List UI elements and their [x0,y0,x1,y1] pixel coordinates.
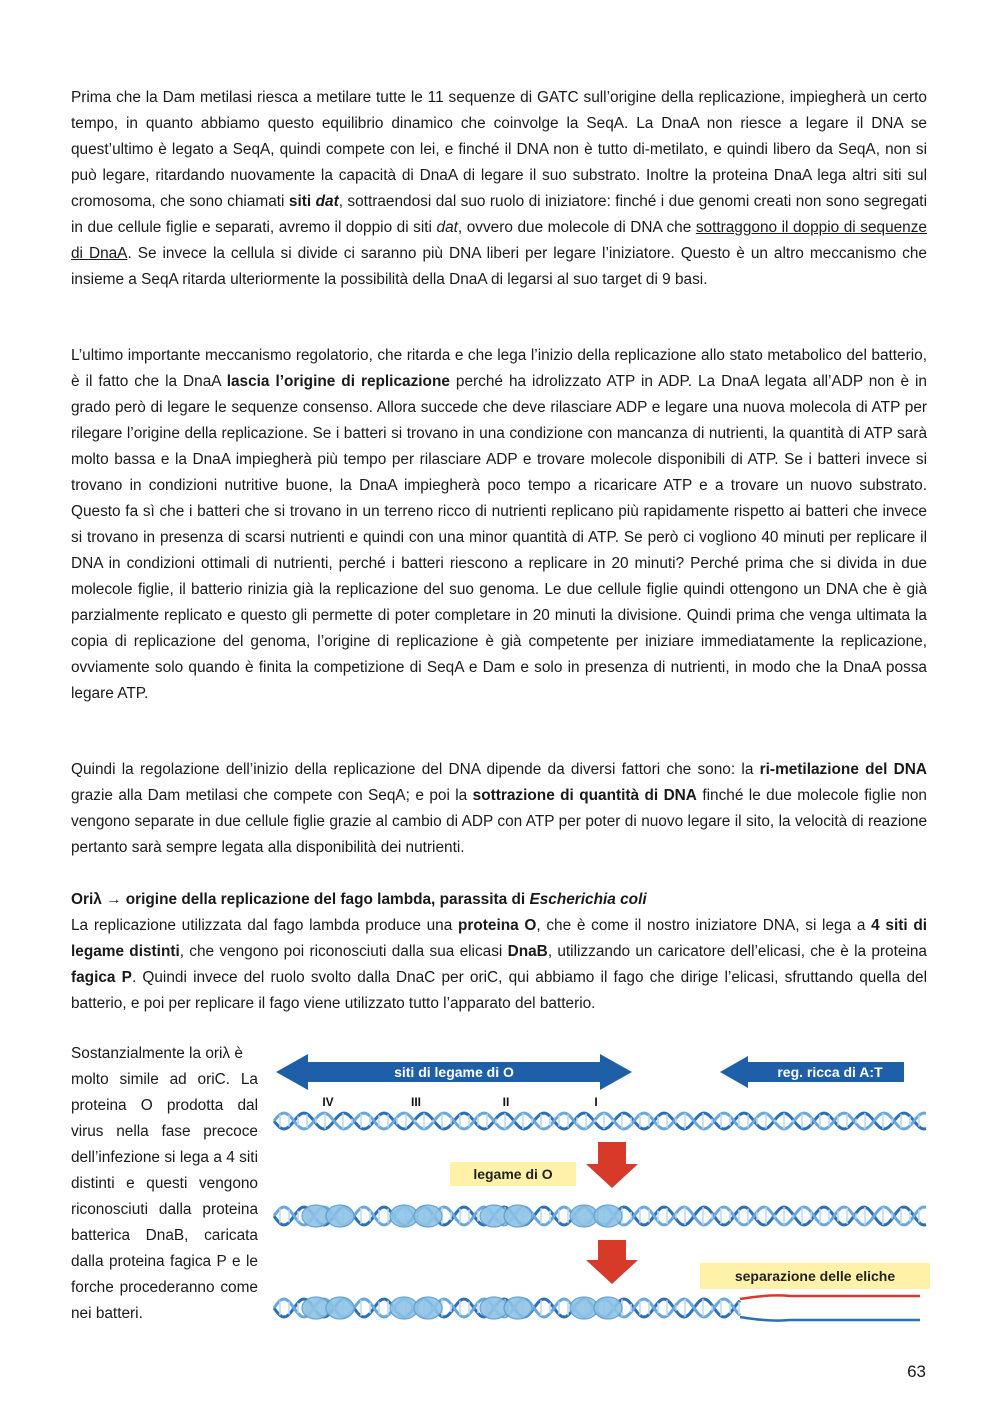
site-label-iii: III [410,1095,422,1109]
section-ori-lambda [71,887,927,1017]
heading-bold: Oriλ → origine della replicazione del fago lambda, parassita di [71,891,530,908]
down-arrow-1 [586,1142,638,1188]
dna-helix-3 [274,1295,920,1320]
paragraph-4 [71,913,927,1017]
site-label-i: I [594,1095,598,1109]
page-number: 63 [907,1362,926,1381]
bold-span: fagica P [71,969,132,986]
protein-o-blob [326,1205,354,1227]
side-text: molto simile ad oriC. La proteina O prodotta dal virus nella fase precoce dell’infezione si lega a 4 siti distinti e questi vengono riconosciuti dalla proteina batterica DnaB, caricata dalla proteina fagica P e le forche procederanno come nei batteri. [71,1071,258,1322]
protein-o-blob [504,1205,532,1227]
ori-lambda-figure [270,1048,930,1338]
text-span: Quindi la regolazione dell’inizio della replicazione del DNA dipende da diversi fattori che sono: la [71,761,760,778]
protein-o-blob [504,1297,532,1319]
text-span: , che vengono poi riconosciuti dalla sua elicasi [179,943,508,960]
protein-o-blob [414,1297,442,1319]
text-span: , che è come il nostro iniziatore DNA, si lega a [536,917,872,934]
separated-strand-bottom [740,1317,920,1321]
bold-span: ri-metilazione del DNA [759,761,927,778]
dna-helix-2 [274,1205,926,1227]
protein-o-blob [594,1205,622,1227]
italic-span: dat [436,219,458,236]
text-span: La replicazione utilizzata dal fago lambda produce una [71,917,458,934]
paragraph-3 [71,757,927,861]
text-span: grazie alla Dam metilasi che compete con SeqA; e poi la [71,787,473,804]
protein-o-blob [594,1297,622,1319]
bold-span: lascia l’origine di replicazione [226,373,450,390]
protein-o-blob [326,1297,354,1319]
text-span: perché ha idrolizzato ATP in ADP. La DnaA legata all’ADP non è in grado però di legare le sequenze consenso. Allora succede che deve rilasciare ADP e legare una nuova molecola di ATP per rilegare l’origine della replicazione. Se i batteri si trovano in una condizione con mancanza di nutrienti, la quantità di ATP sarà molto bassa e la DnaA impiegherà più tempo per rilasciare ADP e trovare molecole disponibili di ATP. Se i batteri invece si trovano in condizioni nutritive buone, la DnaA impiegherà poco tempo a ricaricare ATP e a trovare un nuovo substrato. Questo fa sì che i batteri che si trovano in un terreno ricco di nutrienti replicano più rapidamente rispetto ai batteri che invece si trovano in presenza di scarsi nutrienti e quindi con una minor quantità di ATP. Se però ci vogliono 40 minuti per replicare il DNA in condizioni ottimali di nutrienti, perché i batteri riescono a replicare in 20 minuti? Perché prima che si divida in due molecole figlie, il batterio rinizia già la replicazione del suo genoma. Le due cellule figlie quindi ottengono un DNA che è già parzialmente replicato e questo gli permette di poter completare in 20 minuti la divisione. Quindi prima che venga ultimata la copia di replicazione del genoma, l’origine di replicazione è già competente per iniziare immediatamente la replicazione, ovviamente solo quando è finita la competizione di SeqA e Dam e solo in presenza di nutrienti, in modo che la DnaA possa legare ATP. [71,373,927,702]
separated-strand-top [740,1295,920,1299]
site-label-iv: IV [322,1095,334,1109]
paragraph-1 [71,85,927,293]
side-first-line: Sostanzialmente la oriλ è [71,1045,243,1062]
bold-italic-span: dat [315,193,339,210]
step2-label: separazione delle eliche [734,1268,896,1284]
text-span: , ovvero due molecole di DNA che [457,219,696,236]
bold-span: siti [288,193,316,210]
figure-svg [270,1048,930,1338]
site-label-ii: II [502,1095,510,1109]
step1-label: legame di O [473,1166,553,1182]
bold-span: sottrazione di quantità di DNA [472,787,697,804]
text-span: . Se invece la cellula si divide ci saranno più DNA liberi per legare l’iniziatore. Questo è un altro meccanismo che insieme a SeqA ritarda ulteriormente la possibilità della DnaA di legarsi al suo target di 9 basi. [71,245,927,288]
binding-sites-label: siti di legame di O [394,1064,514,1080]
down-arrow-2 [586,1240,638,1284]
section-heading [71,887,927,913]
bold-span: 4 siti di legame distinti [71,917,927,960]
text-span: , sottraendosi dal suo ruolo di iniziatore: finché i due genomi creati non sono segregati in due cellule figlie e separati, avremo il doppio di siti [71,193,928,236]
side-paragraph [71,1041,258,1327]
protein-o-blob [414,1205,442,1227]
at-rich-label: reg. ricca di A:T [777,1064,883,1080]
text-span: finché le due molecole figlie non vengono separate in due cellule figlie grazie al cambio di ADP con ATP per poter di nuovo legare il sito, la velocità di reazione pertanto sarà sempre legata alla disponibilità dei nutrienti. [71,787,927,856]
underlined-span: sottraggono il doppio di sequenze di DnaA [71,219,927,262]
bold-span: DnaB [507,943,548,960]
text-span: L’ultimo importante meccanismo regolatorio, che ritarda e che lega l’inizio della replicazione allo stato metabolico del batterio, è il fatto che la DnaA [71,347,927,390]
dna-helix-1 [274,1113,926,1129]
paragraph-2 [71,343,927,707]
bold-span: proteina O [458,917,537,934]
heading-species: Escherichia coli [529,891,647,908]
text-span: . Quindi invece del ruolo svolto dalla DnaC per oriC, qui abbiamo il fago che dirige l’elicasi, sfruttando quella del batterio, e poi per replicare il fago viene utilizzato tutto l’apparato del batterio. [71,969,927,1012]
text-span: , utilizzando un caricatore dell’elicasi, che è la proteina [547,943,927,960]
text-span: Prima che la Dam metilasi riesca a metilare tutte le 11 sequenze di GATC sull’origine della replicazione, impiegherà un certo tempo, in quanto abbiamo questo equilibrio dinamico che coinvolge la SeqA. La DnaA non riesce a legare il DNA se quest’ultimo è legato a SeqA, quindi compete con lei, e finché il DNA non è tutto di-metilato, e quindi libero da SeqA, non si può legare, ritardando nuovamente la capacità di DnaA di legare il suo substrato. Inoltre la proteina DnaA lega altri siti sul cromosoma, che sono chiamati [71,89,927,210]
